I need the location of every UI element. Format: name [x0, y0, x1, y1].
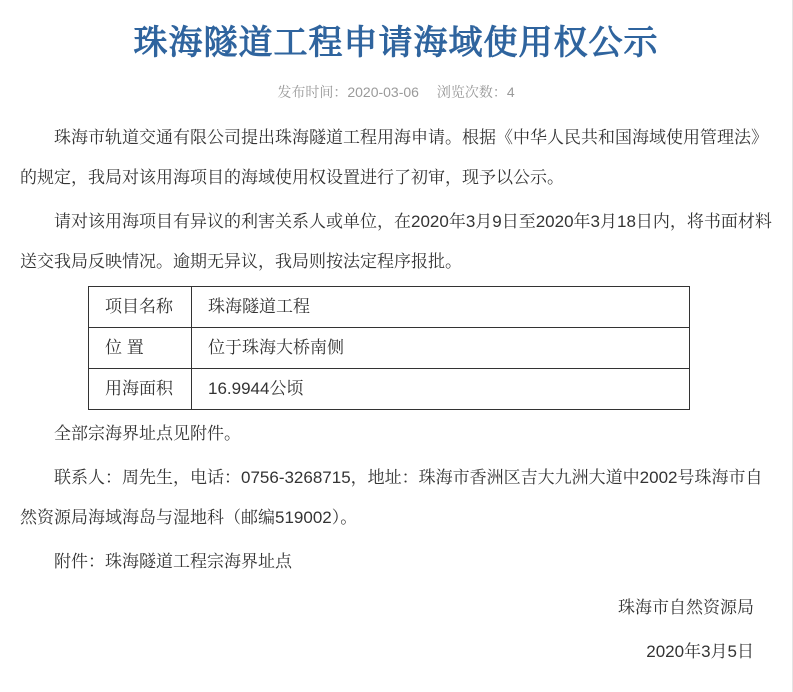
project-info-table [88, 286, 690, 410]
signature-date: 2020年3月5日 [646, 642, 754, 661]
page-title: 珠海隧道工程申请海域使用权公示 [133, 24, 659, 62]
table-row-project-name [89, 287, 690, 328]
paragraph-boundary-note: 全部宗海界址点见附件。 [54, 424, 241, 443]
paragraph-contact-info: 联系人：周先生，电话：0756-3268715，地址：珠海市香洲区吉大九洲大道中2002号珠海市自然资源局海域海岛与湿地科（邮编519002）。 [20, 468, 763, 527]
table-row-sea-area [89, 369, 690, 410]
table-row-location [89, 328, 690, 369]
publish-date-value: 2020-03-06 [347, 84, 419, 100]
sea-area-label: 用海面积 [89, 369, 192, 410]
meta-line [20, 82, 772, 102]
sea-area-value: 16.9944公顷 [192, 369, 690, 410]
project-name-value: 珠海隧道工程 [192, 287, 690, 328]
location-value: 位于珠海大桥南侧 [192, 328, 690, 369]
publish-date-label: 发布时间： [277, 84, 348, 100]
paragraph-application-intro: 珠海市轨道交通有限公司提出珠海隧道工程用海申请。根据《中华人民共和国海域使用管理法》的规定，我局对该用海项目的海域使用权设置进行了初审，现予以公示。 [20, 128, 768, 187]
signature-block [20, 588, 772, 672]
views-label: 浏览次数： [436, 84, 507, 100]
paragraph-attachment: 附件：珠海隧道工程宗海界址点 [54, 552, 292, 571]
notice-body [20, 118, 772, 672]
paragraph-objection-period: 请对该用海项目有异议的利害关系人或单位，在2020年3月9日至2020年3月18日内，将书面材料送交我局反映情况。逾期无异议，我局则按法定程序报批。 [20, 212, 772, 271]
location-label: 位 置 [89, 328, 192, 369]
project-name-label: 项目名称 [89, 287, 192, 328]
views-value: 4 [506, 84, 515, 100]
signature-org: 珠海市自然资源局 [618, 598, 754, 617]
